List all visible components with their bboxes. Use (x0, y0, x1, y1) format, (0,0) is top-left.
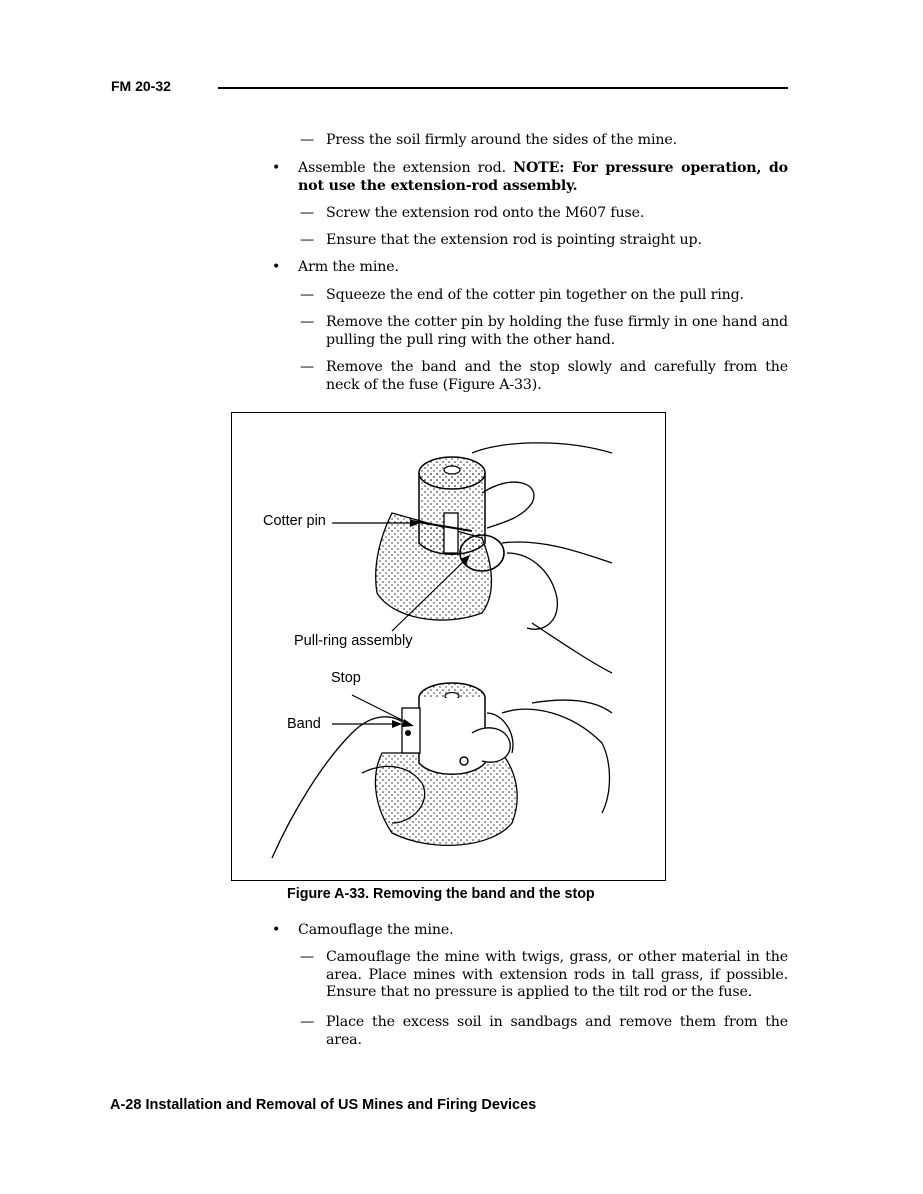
list-item-text: Squeeze the end of the cotter pin together on the pull ring. (326, 287, 744, 303)
dash-marker: — (300, 314, 315, 330)
list-item-text: Remove the band and the stop slowly and carefully from the neck of the fuse (Figure A-33). (326, 359, 788, 393)
list-item-text: Remove the cotter pin by holding the fuse firmly in one hand and pulling the pull ring with the other hand. (326, 314, 788, 348)
bullet-marker: • (272, 259, 281, 275)
page-header-id: FM 20-32 (111, 78, 171, 94)
list-item (300, 287, 788, 305)
figure-caption: Figure A-33. Removing the band and the stop (287, 886, 595, 902)
list-item (300, 132, 788, 150)
list-item (300, 949, 788, 1002)
dash-marker: — (300, 132, 315, 148)
dash-marker: — (300, 287, 315, 303)
list-item (300, 359, 788, 394)
list-item (300, 205, 788, 223)
bullet-marker: • (272, 160, 281, 176)
note-text: NOTE: For pressure operation, do not use the extension-rod assembly. (298, 160, 788, 194)
list-item-text: Ensure that the extension rod is pointing straight up. (326, 232, 702, 248)
list-item (300, 1014, 788, 1049)
list-item-text: Screw the extension rod onto the M607 fuse. (326, 205, 645, 221)
label-band: Band (287, 716, 321, 732)
bullet-item (272, 922, 788, 940)
dash-marker: — (300, 1014, 315, 1030)
list-item (300, 314, 788, 349)
list-item-text: Place the excess soil in sandbags and remove them from the area. (326, 1014, 788, 1048)
header-rule (218, 87, 788, 89)
dash-marker: — (300, 949, 315, 965)
dash-marker: — (300, 359, 315, 375)
bullet-text-main: Assemble the extension rod. (298, 160, 506, 176)
dash-marker: — (300, 205, 315, 221)
list-item-text: Press the soil firmly around the sides of the mine. (326, 132, 677, 148)
bullet-text: Camouflage the mine. (298, 922, 454, 938)
bullet-text (298, 160, 788, 195)
label-cotter-pin: Cotter pin (263, 513, 326, 529)
list-item-text: Camouflage the mine with twigs, grass, or other material in the area. Place mines with extension rods in tall grass, if possible. Ensure that no pressure is applied to the tilt rod or the fuse. (326, 949, 788, 1000)
list-item (300, 232, 788, 250)
dash-marker: — (300, 232, 315, 248)
label-stop: Stop (331, 670, 361, 686)
bullet-marker: • (272, 922, 281, 938)
bullet-item (272, 259, 788, 277)
page-footer: A-28 Installation and Removal of US Mines and Firing Devices (110, 1097, 537, 1113)
label-pull-ring-assembly: Pull-ring assembly (294, 633, 413, 649)
bullet-item (272, 160, 788, 195)
bullet-text: Arm the mine. (298, 259, 399, 275)
figure-a33 (231, 412, 666, 881)
